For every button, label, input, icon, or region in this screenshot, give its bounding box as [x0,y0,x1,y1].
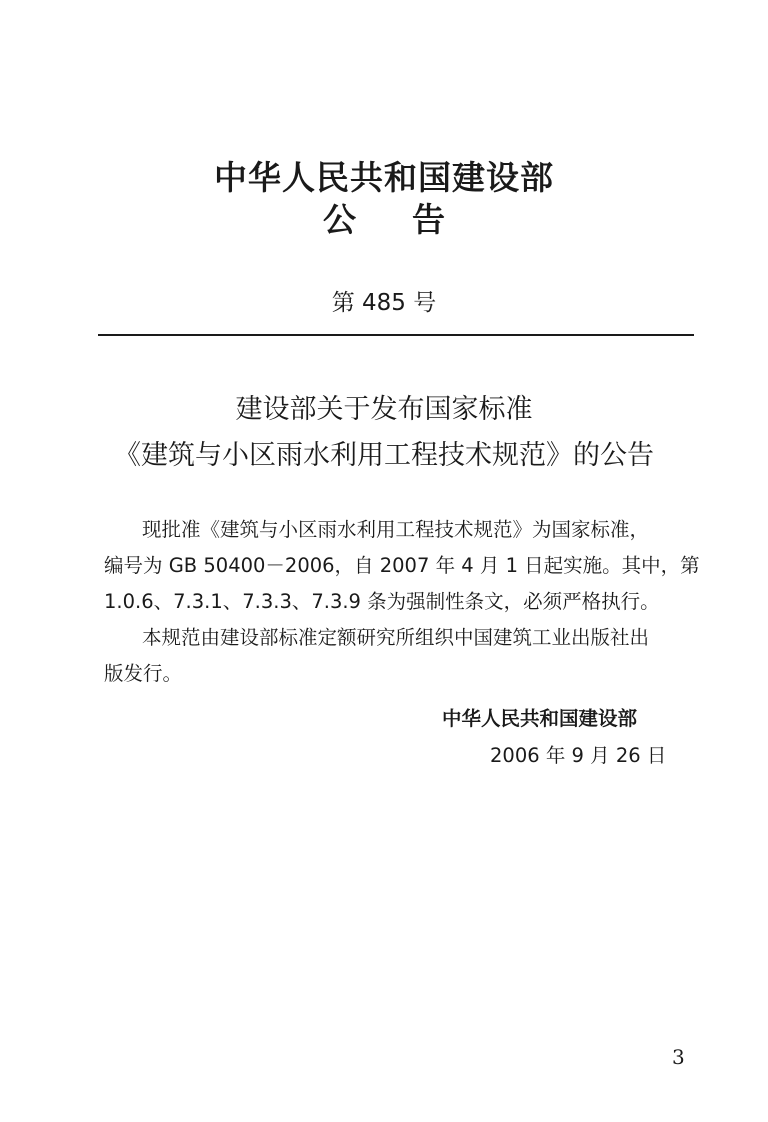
notice-number: 第 485 号 [331,290,437,316]
body-paragraph-1-line-3: 1.0.6、7.3.1、7.3.3、7.3.9 条为强制性条文，必须严格执行。 [104,590,660,613]
notice-title: 公告 [323,200,501,239]
issuer-title: 中华人民共和国建设部 [214,158,554,197]
body-paragraph-2-line-2: 版发行。 [104,662,183,685]
body-paragraph-1-line-2: 编号为 GB 50400－2006，自 2007 年 4 月 1 日起实施。其中，第 [104,554,700,577]
signature-date: 2006 年 9 月 26 日 [490,744,667,767]
body-paragraph-1-line-1: 现批准《建筑与小区雨水利用工程技术规范》为国家标准， [142,518,650,541]
body-paragraph-2-line-1: 本规范由建设部标准定额研究所组织中国建筑工业出版社出 [142,626,650,649]
header-divider [98,334,694,336]
announcement-heading-line-2: 《建筑与小区雨水利用工程技术规范》的公告 [114,440,654,471]
announcement-heading-line-1: 建设部关于发布国家标准 [235,394,533,425]
page-number: 3 [672,1045,685,1069]
signature-organization: 中华人民共和国建设部 [442,707,638,730]
